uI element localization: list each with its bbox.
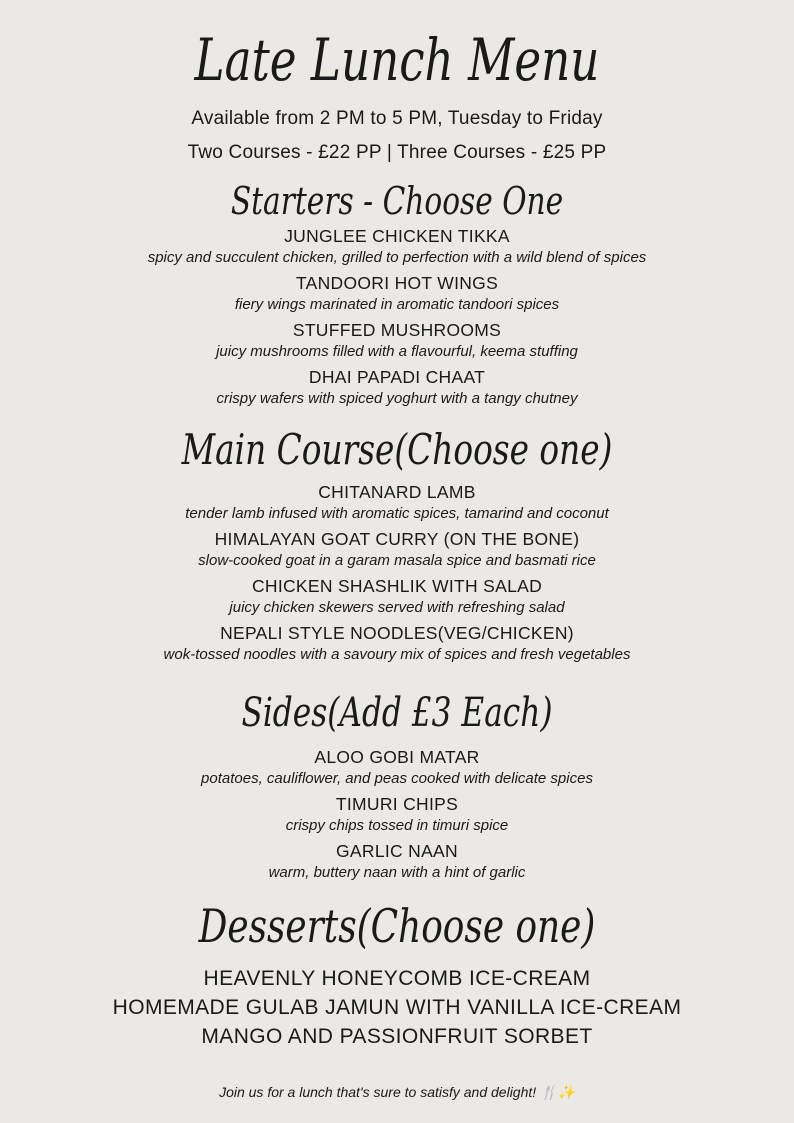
starter-2-description: fiery wings marinated in aromatic tandoori spices: [234, 296, 560, 313]
desserts-heading: Desserts(Choose one): [198, 899, 596, 953]
pricing-text: Two Courses - £22 PP | Three Courses - £25 PP: [187, 142, 607, 163]
main-2-name: HIMALAYAN GOAT CURRY (ON THE BONE): [214, 529, 580, 549]
footer-tagline: Join us for a lunch that's sure to satisfy and delight! 🍴✨: [219, 1084, 575, 1100]
side-3-description: warm, buttery naan with a hint of garlic: [268, 864, 526, 881]
side-2-name: TIMURI CHIPS: [335, 794, 459, 814]
starter-3-description: juicy mushrooms filled with a flavourful, keema stuffing: [216, 343, 578, 360]
starter-1-name: JUNGLEE CHICKEN TIKKA: [284, 226, 510, 246]
main-1-name: CHITANARD LAMB: [318, 482, 476, 502]
main-3-name: CHICKEN SHASHLIK WITH SALAD: [251, 576, 543, 596]
starter-3-name: STUFFED MUSHROOMS: [292, 320, 502, 340]
starter-2-name: TANDOORI HOT WINGS: [295, 273, 499, 293]
starter-4-name: DHAI PAPADI CHAAT: [308, 367, 486, 387]
dessert-2: HOMEMADE GULAB JAMUN WITH VANILLA ICE-CREAM: [112, 996, 682, 1019]
main-4-name: NEPALI STYLE NOODLES(VEG/CHICKEN): [220, 623, 574, 643]
main-2-description: slow-cooked goat in a garam masala spice and basmati rice: [198, 552, 596, 569]
side-3-name: GARLIC NAAN: [336, 841, 458, 861]
side-1-description: potatoes, cauliflower, and peas cooked with delicate spices: [201, 770, 593, 787]
starters-heading: Starters - Choose One: [230, 179, 564, 223]
main-course-heading: Main Course(Choose one): [181, 425, 613, 474]
dessert-1: HEAVENLY HONEYCOMB ICE-CREAM: [203, 967, 591, 990]
main-1-description: tender lamb infused with aromatic spices, tamarind and coconut: [185, 505, 609, 522]
dessert-3: MANGO AND PASSIONFRUIT SORBET: [201, 1025, 593, 1048]
sides-heading: Sides(Add £3 Each): [241, 690, 553, 736]
side-2-description: crispy chips tossed in timuri spice: [285, 817, 509, 834]
starter-1-description: spicy and succulent chicken, grilled to perfection with a wild blend of spices: [147, 249, 647, 266]
menu-title: Late Lunch Menu: [194, 26, 600, 94]
side-1-name: ALOO GOBI MATAR: [314, 747, 480, 767]
main-3-description: juicy chicken skewers served with refreshing salad: [229, 599, 565, 616]
starter-4-description: crispy wafers with spiced yoghurt with a tangy chutney: [216, 390, 578, 407]
availability-text: Available from 2 PM to 5 PM, Tuesday to Friday: [191, 108, 603, 129]
main-4-description: wok-tossed noodles with a savoury mix of spices and fresh vegetables: [163, 646, 631, 663]
